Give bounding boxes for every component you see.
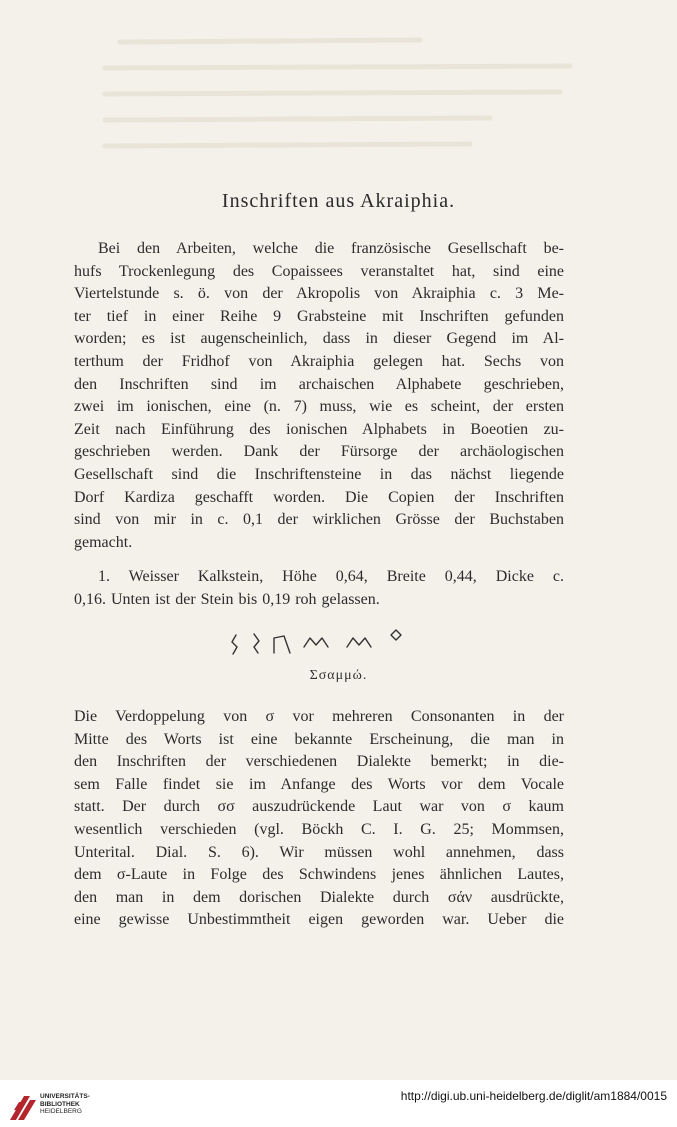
text-line: worden; es ist augenscheinlich, dass in dieser Gegend im Al- <box>74 330 564 348</box>
permalink-url[interactable]: http://digi.ub.uni-heidelberg.de/diglit/am1884/0015 <box>400 1089 667 1103</box>
text-line: hufs Trockenlegung des Copaissees veranstaltet hat, sind eine <box>74 262 564 280</box>
text-line: gemacht. <box>74 533 133 551</box>
text-line: sem Falle findet sie im Anfange des Worts vor dem Vocale <box>74 775 564 793</box>
footer-bar <box>0 1080 677 1127</box>
text-line: den Inschriften sind im archaischen Alphabete geschrieben, <box>74 375 564 393</box>
text-line: ter tief in einer Reihe 9 Grabsteine mit Inschriften gefunden <box>74 307 564 325</box>
text-line: geschrieben werden. Dank der Fürsorge der archäologischen <box>74 443 564 461</box>
text-line: Bei den Arbeiten, welche die französische Gesellschaft be- <box>98 240 564 257</box>
text-line: sind von mir in c. 0,1 der wirklichen Grösse der Buchstaben <box>74 511 564 529</box>
page-title: Inschriften aus Akraiphia. <box>221 190 456 212</box>
library-name-line3: HEIDELBERG <box>40 1108 82 1115</box>
text-line: 0,16. Unten ist der Stein bis 0,19 roh gelassen. <box>74 590 380 608</box>
text-line: zwei im ionischen, eine (n. 7) muss, wie es scheint, der ersten <box>74 398 564 416</box>
text-line: wesentlich verschieden (vgl. Böckh C. I. G. 25; Mommsen, <box>74 820 564 838</box>
library-name <box>40 1093 90 1116</box>
text-line: 1. Weisser Kalkstein, Höhe 0,64, Breite 0,44, Dicke c. <box>98 568 564 585</box>
text-line: den man in dem dorischen Dialekte durch σάν ausdrückte, <box>74 888 564 906</box>
archaic-inscription-drawing <box>230 626 410 660</box>
bleed-through-shadow <box>90 30 590 170</box>
text-line: den Inschriften der verschiedenen Dialekte bemerkt; in die- <box>74 753 564 771</box>
text-line: Die Verdoppelung von σ vor mehreren Consonanten in der <box>74 708 564 725</box>
text-line: Unterital. Dial. S. 6). Wir müssen wohl annehmen, dass <box>74 843 564 861</box>
university-library-logo-icon <box>8 1090 38 1122</box>
text-line: Viertelstunde s. ö. von der Akropolis von Akraiphia c. 3 Me- <box>74 285 564 303</box>
text-line: terthum der Fridhof von Akraiphia gelegen hat. Sechs von <box>74 352 564 370</box>
inscription-transcription: Σσαμμώ. <box>309 668 368 683</box>
text-line: Gesellschaft sind die Inschriftensteine in das nächst liegende <box>74 465 564 483</box>
text-line: Dorf Kardiza geschafft worden. Die Copien der Inschriften <box>74 488 564 506</box>
text-line: statt. Der durch σσ auszudrückende Laut war von σ kaum <box>74 798 564 816</box>
paragraph-item-1 <box>74 566 564 611</box>
text-line: eine gewisse Unbestimmtheit eigen geworden war. Ueber die <box>74 911 564 929</box>
text-line: Zeit nach Einführung des ionischen Alphabets in Boeotien zu- <box>74 420 564 438</box>
text-line: dem σ-Laute in Folge des Schwindens jenes ähnlichen Lautes, <box>74 866 564 884</box>
library-name-line1: UNIVERSITÄTS- <box>40 1093 90 1100</box>
paragraph-commentary <box>74 706 564 932</box>
text-line: Mitte des Worts ist eine bekannte Erscheinung, die man in <box>74 730 564 748</box>
paragraph-intro <box>74 238 564 554</box>
library-name-line2: BIBLIOTHEK <box>40 1100 80 1108</box>
